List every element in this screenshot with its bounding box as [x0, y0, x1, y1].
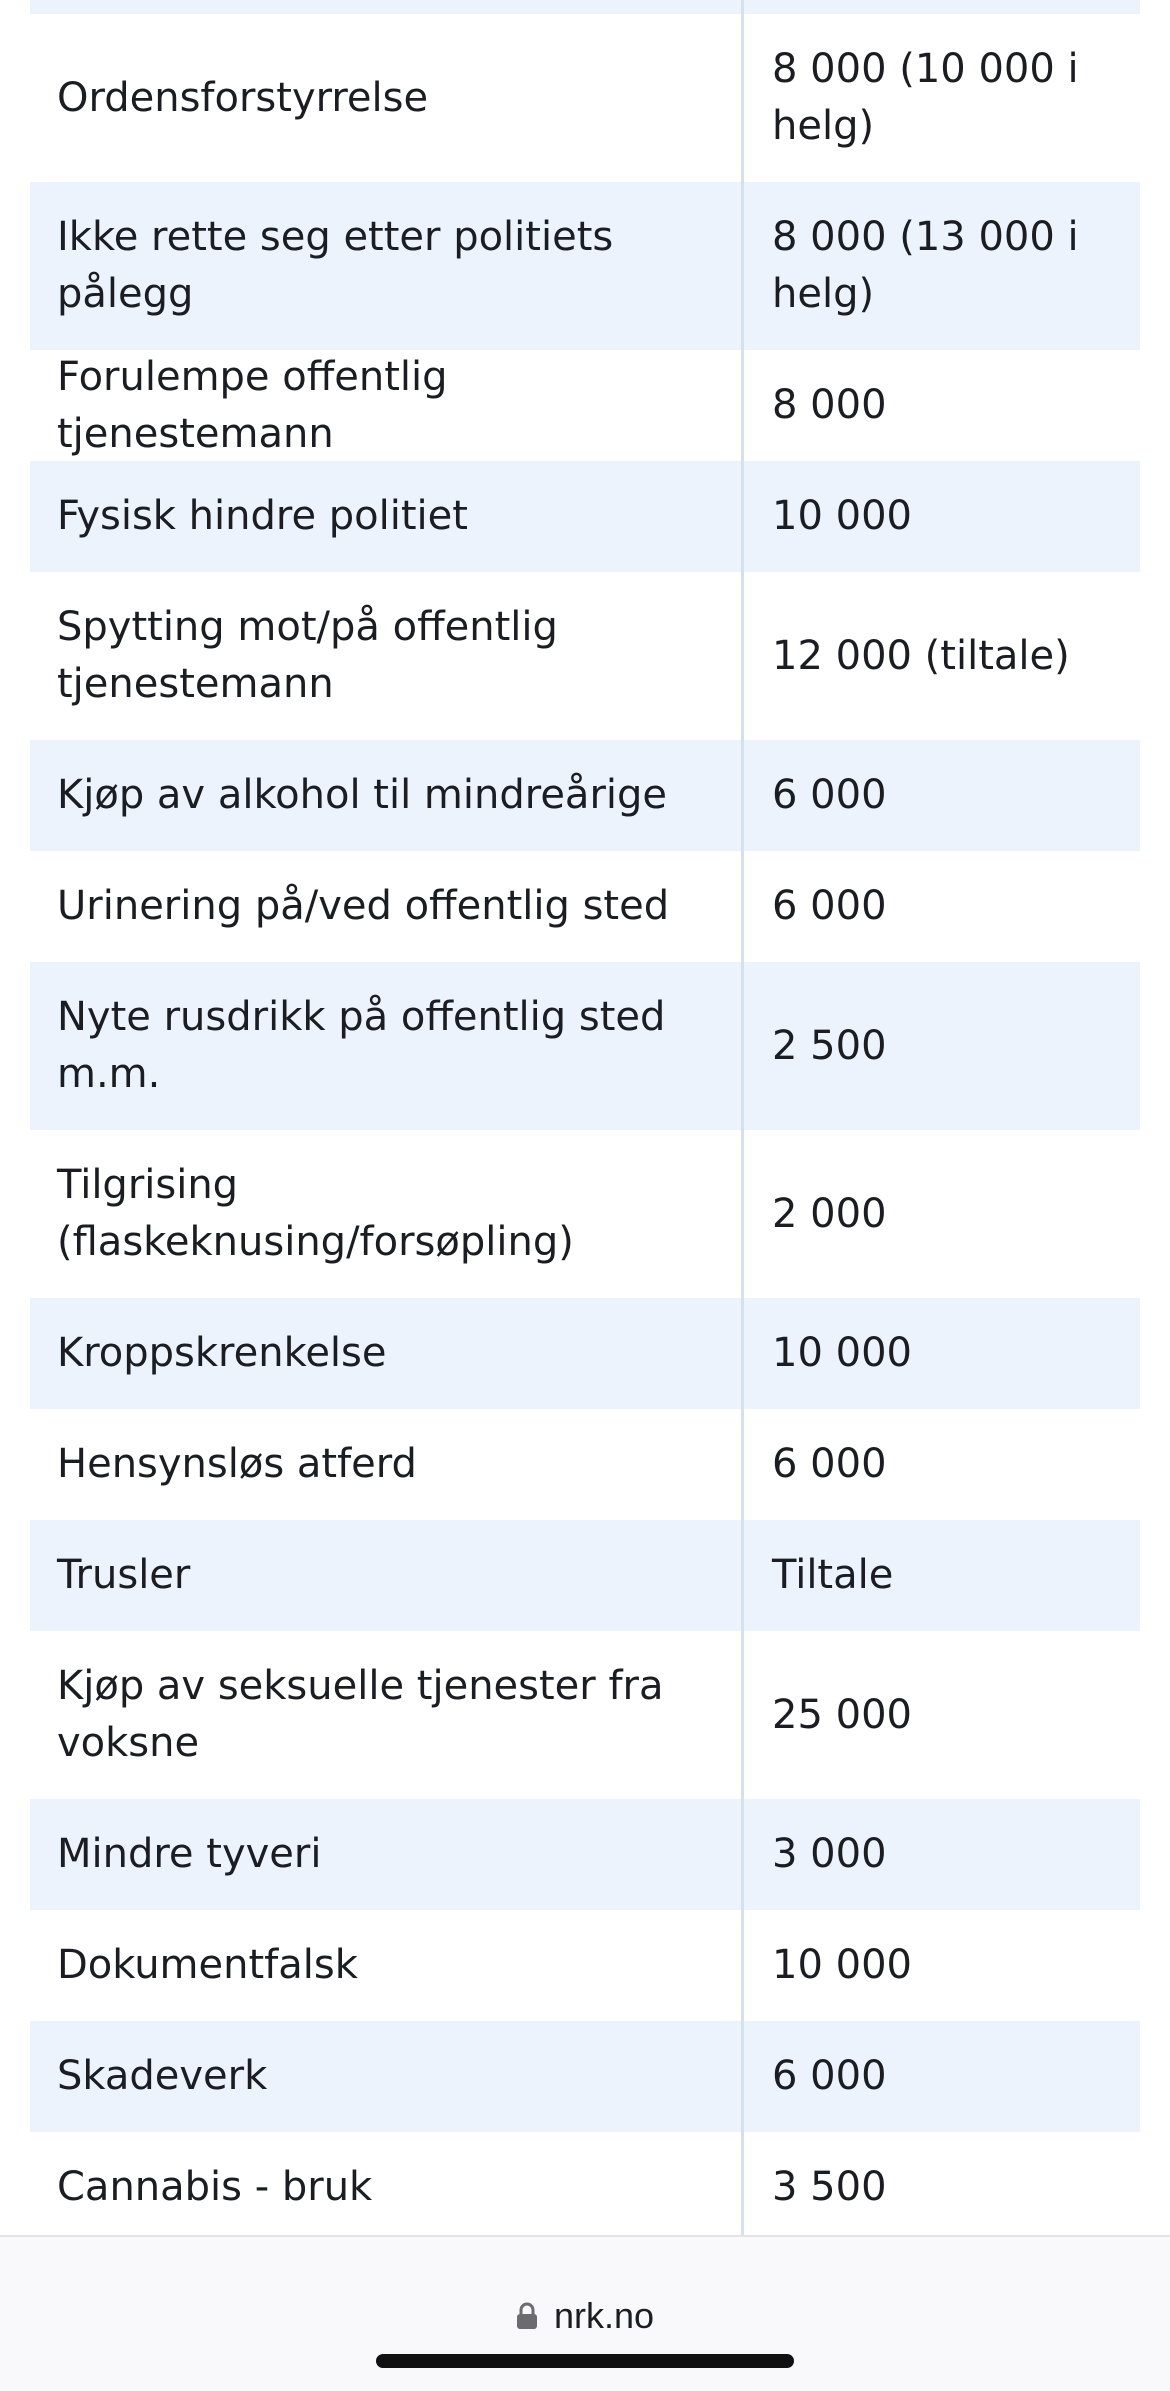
fine-cell: 6 000	[772, 1441, 887, 1487]
table-row	[30, 1130, 1140, 1298]
fine-cell: 6 000	[772, 883, 887, 929]
fine-cell: 2 500	[772, 1022, 887, 1069]
table-row	[30, 350, 1140, 461]
offense-cell: Urinering på/ved offentlig sted	[30, 851, 744, 962]
offense-cell: Ikke rette seg etter politiets pålegg	[30, 182, 744, 350]
offense-cell: Mindre tyveri	[30, 1799, 744, 1910]
fine-cell: 10 000	[772, 1942, 912, 1988]
fine-cell: 10 000	[772, 493, 912, 539]
offense-cell	[30, 0, 744, 14]
fine-cell: Tiltale	[772, 1552, 894, 1598]
fine-cell: 6 000	[772, 772, 887, 818]
table-row	[30, 1520, 1140, 1631]
table-row	[30, 740, 1140, 851]
table-row	[30, 14, 1140, 182]
offense-cell: Skadeverk	[30, 2021, 744, 2132]
table-row	[30, 851, 1140, 962]
fine-cell: 12 000 (tiltale)	[772, 632, 1070, 679]
table-row	[30, 461, 1140, 572]
fine-cell: 3 000	[772, 1831, 887, 1877]
table-row	[30, 1799, 1140, 1910]
table-row	[30, 2021, 1140, 2132]
fine-cell: 6 000	[772, 2053, 887, 2099]
offense-cell: Dokumentfalsk	[30, 1910, 744, 2021]
offense-cell: Kjøp av seksuelle tjenester fra voksne	[30, 1631, 744, 1799]
offense-cell: Trusler	[30, 1520, 744, 1631]
table-row	[30, 1910, 1140, 2021]
offense-cell: Kroppskrenkelse	[30, 1298, 744, 1409]
table-row	[30, 0, 1140, 14]
table-row	[30, 1298, 1140, 1409]
table-row	[30, 962, 1140, 1130]
table-row	[30, 572, 1140, 740]
browser-bottom-bar	[0, 2235, 1170, 2391]
table-row	[30, 1631, 1140, 1799]
fine-cell: 8 000 (13 000 i helg)	[772, 214, 1079, 317]
fine-cell: 8 000	[772, 382, 887, 428]
offense-cell: Fysisk hindre politiet	[30, 461, 744, 572]
table-row	[30, 2132, 1140, 2243]
table-row	[30, 1409, 1140, 1520]
offense-cell: Kjøp av alkohol til mindreårige	[30, 740, 744, 851]
fine-cell	[744, 0, 1140, 14]
fine-cell: 2 000	[772, 1190, 887, 1237]
fine-cell: 3 500	[772, 2164, 887, 2210]
offense-cell: Tilgrising (flaskeknusing/forsøpling)	[30, 1130, 744, 1298]
fine-cell: 10 000	[772, 1330, 912, 1376]
table-row	[30, 182, 1140, 350]
offense-cell: Cannabis - bruk	[30, 2132, 744, 2243]
offense-cell: Nyte rusdrikk på offentlig sted m.m.	[30, 962, 744, 1130]
offense-cell: Spytting mot/på offentlig tjenestemann	[30, 572, 744, 740]
fine-cell: 25 000	[772, 1691, 912, 1738]
fines-table	[30, 0, 1140, 2243]
offense-cell: Ordensforstyrrelse	[30, 14, 744, 182]
lock-icon	[516, 2302, 538, 2330]
url-bar[interactable]	[0, 2295, 1170, 2337]
fine-cell: 8 000 (10 000 i helg)	[772, 46, 1079, 149]
offense-cell: Forulempe offentlig tjenestemann	[30, 350, 744, 461]
offense-cell: Hensynsløs atferd	[30, 1409, 744, 1520]
url-text[interactable]: nrk.no	[553, 2295, 655, 2336]
home-indicator[interactable]	[376, 2354, 794, 2368]
